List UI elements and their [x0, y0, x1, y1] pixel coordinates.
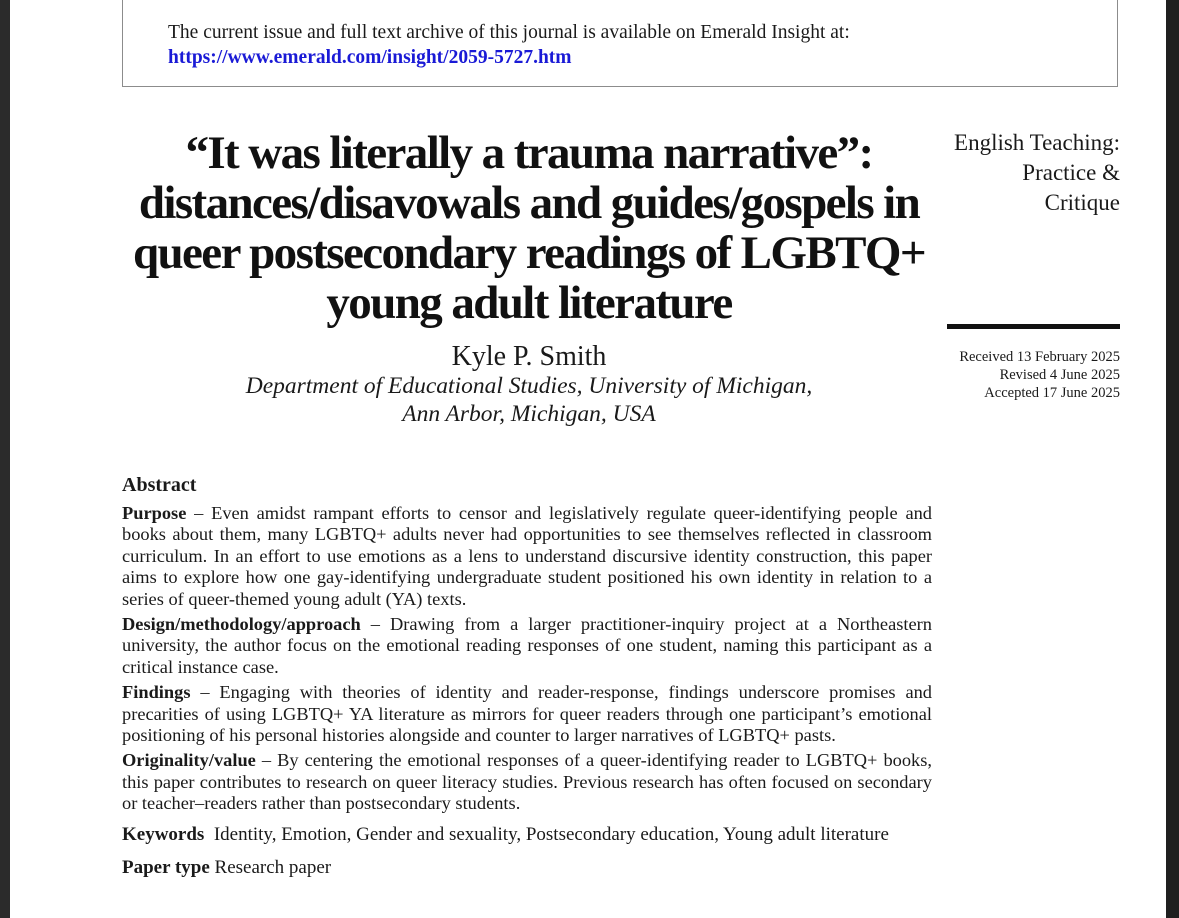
abstract [122, 473, 932, 879]
section-text: – Engaging with theories of identity and reader-response, findings underscore promises and precarities of using LGBTQ+ YA literature as mirrors for queer readers through one participant’s emotional positioning of his personal histories alongside and counter to larger narratives of LGBTQ+ pasts. [122, 682, 932, 746]
journal-divider [947, 324, 1120, 329]
author-affiliation [118, 372, 940, 428]
paper-type-value: Research paper [214, 856, 332, 878]
journal-name-line-3: Critique [1044, 190, 1120, 215]
journal-name-line-1: English Teaching: [954, 130, 1120, 155]
paper-page [10, 0, 1166, 918]
revised-date: Revised 4 June 2025 [999, 367, 1120, 383]
section-text: – Even amidst rampant efforts to censor and legislatively regulate queer-identifying people and books about them, many LGBTQ+ adults never had opportunities to see themselves reflected in classroom curriculum. In an effort to use emotions as a lens to understand discursive identity construction, this paper aims to explore how one gay-identifying undergraduate student positioned his own identity in relation to a series of queer-themed young adult (YA) texts. [122, 503, 932, 609]
accepted-date: Accepted 17 June 2025 [984, 385, 1120, 401]
section-label: Originality/value [122, 750, 256, 771]
section-text: – Drawing from a larger practitioner-inquiry project at a Northeastern university, the author focus on the emotional reading responses of one student, naming this participant as a critical instance case. [122, 614, 932, 677]
affiliation-line-1: Department of Educational Studies, University of Michigan, [245, 373, 813, 399]
abstract-design [122, 614, 932, 678]
abstract-purpose [122, 503, 932, 610]
section-label: Design/methodology/approach [122, 614, 361, 635]
journal-archive-link[interactable]: https://www.emerald.com/insight/2059-5727.htm [168, 47, 572, 68]
paper-type [122, 856, 932, 879]
journal-name [910, 128, 1120, 218]
access-notice-text: The current issue and full text archive of this journal is available on Emerald Insight at: [168, 22, 850, 43]
abstract-heading: Abstract [122, 474, 197, 496]
abstract-originality [122, 750, 932, 814]
keywords-label: Keywords [122, 823, 205, 845]
viewer-edge [1166, 0, 1179, 918]
section-label: Purpose [122, 503, 187, 523]
section-text: – By centering the emotional responses of a queer-identifying reader to LGBTQ+ books, this paper contributes to research on queer literacy studies. Previous research has often focused on secondary or teacher–readers rather than postsecondary students. [122, 750, 932, 814]
keywords-list: Identity, Emotion, Gender and sexuality, Postsecondary education, Young adult literature [213, 823, 889, 845]
paper-type-label: Paper type [122, 856, 210, 878]
abstract-findings [122, 682, 932, 746]
article-title: “It was literally a trauma narrative”: distances/disavowals and guides/gospels in queer postsecondary readings of LGBTQ+ young adult literature [132, 127, 926, 329]
journal-name-line-2: Practice & [1022, 160, 1120, 185]
author-name: Kyle P. Smith [451, 341, 607, 372]
keywords [122, 823, 932, 846]
affiliation-line-2: Ann Arbor, Michigan, USA [402, 401, 656, 427]
access-notice [168, 20, 850, 70]
section-label: Findings [122, 682, 191, 703]
received-date: Received 13 February 2025 [959, 349, 1120, 365]
